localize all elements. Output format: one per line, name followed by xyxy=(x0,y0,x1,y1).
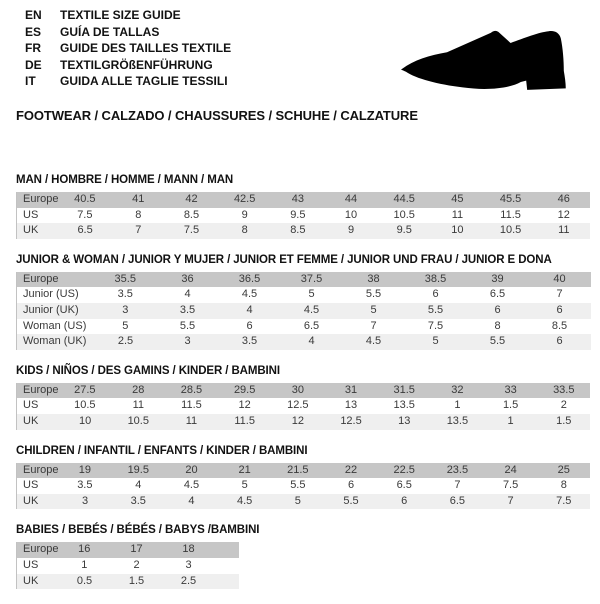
table-row xyxy=(17,223,591,239)
size-cell: 5 xyxy=(122,319,129,332)
size-cell: 40.5 xyxy=(59,192,112,208)
size-cell: 9 xyxy=(241,208,248,221)
language-label: GUIDE DES TAILLES TEXTILE xyxy=(60,41,232,55)
size-cell: 10 xyxy=(344,208,358,221)
language-row-de xyxy=(25,57,231,74)
size-cell: 4 xyxy=(219,303,281,319)
size-cell: 7.5 xyxy=(77,208,93,221)
size-cell: 21.5 xyxy=(271,463,324,479)
size-cell: 10.5 xyxy=(74,399,96,412)
size-cell: 5.5 xyxy=(467,334,529,350)
size-cell: 3 xyxy=(59,494,112,510)
size-cell: 7 xyxy=(370,319,377,332)
section-heading-babies: BABIES / BEBÉS / BÉBÉS / BABYS /BAMBINI xyxy=(16,524,260,537)
size-cell: 6 xyxy=(467,303,529,319)
size-table-kids xyxy=(16,383,590,430)
size-cell: 36.5 xyxy=(219,272,281,288)
row-label: US xyxy=(23,479,39,492)
filler-cell xyxy=(215,542,239,558)
size-cell: 11 xyxy=(537,223,590,239)
row-label: Woman (UK) xyxy=(17,334,95,350)
size-cell: 7.5 xyxy=(165,223,218,239)
language-code: IT xyxy=(25,74,36,88)
size-cell: 13 xyxy=(378,414,431,430)
size-table-children xyxy=(16,463,590,510)
size-cell: 35.5 xyxy=(95,272,157,288)
size-cell: 6 xyxy=(347,479,355,492)
size-cell: 42 xyxy=(165,192,218,208)
size-cell: 36 xyxy=(157,272,219,288)
size-cell: 10.5 xyxy=(484,223,537,239)
size-cell: 28.5 xyxy=(165,383,218,399)
size-cell: 5.5 xyxy=(290,479,306,492)
language-row-es xyxy=(25,24,231,41)
table-row xyxy=(17,398,591,414)
language-row-en xyxy=(25,7,231,24)
size-cell: 5 xyxy=(241,479,248,492)
size-cell: 5.5 xyxy=(365,288,382,301)
language-code: FR xyxy=(25,41,41,55)
table-row xyxy=(17,478,591,494)
section-heading-kids: KIDS / NIÑOS / DES GAMINS / KINDER / BAMBINI xyxy=(16,364,280,377)
language-code: EN xyxy=(25,8,42,22)
size-cell: 31.5 xyxy=(378,383,431,399)
size-cell: 8 xyxy=(494,319,501,332)
size-cell: 10.5 xyxy=(393,208,415,221)
size-cell: 6.5 xyxy=(396,479,412,492)
row-label: Europe xyxy=(17,463,59,479)
size-cell: 6.5 xyxy=(303,319,320,332)
filler-cell xyxy=(215,574,239,590)
size-cell: 5 xyxy=(308,288,315,301)
row-label: US xyxy=(23,208,39,221)
size-cell: 10 xyxy=(59,414,112,430)
language-list xyxy=(25,7,231,90)
size-cell: 4.5 xyxy=(183,479,200,492)
size-cell: 9.5 xyxy=(290,208,306,221)
section-heading-junior-woman: JUNIOR & WOMAN / JUNIOR Y MUJER / JUNIOR ET FEMME / JUNIOR UND FRAU / JUNIOR E DONA xyxy=(16,253,552,266)
size-cell: 3 xyxy=(157,334,219,350)
size-cell: 33 xyxy=(484,383,537,399)
size-cell: 11 xyxy=(165,414,218,430)
row-label: Junior (UK) xyxy=(17,303,95,319)
table-row xyxy=(17,319,591,335)
size-cell: 6 xyxy=(432,288,439,301)
size-cell: 12.5 xyxy=(324,414,377,430)
size-cell: 9 xyxy=(324,223,377,239)
table-row xyxy=(17,287,591,303)
size-cell: 11 xyxy=(132,399,144,412)
size-cell: 11.5 xyxy=(500,208,521,221)
size-tables-container xyxy=(16,174,590,604)
size-cell: 22 xyxy=(324,463,377,479)
table-row xyxy=(17,303,591,319)
size-cell: 20 xyxy=(165,463,218,479)
size-cell: 2 xyxy=(133,558,140,571)
language-label: GUÍA DE TALLAS xyxy=(60,24,160,39)
size-cell: 3.5 xyxy=(117,288,133,301)
size-cell: 7 xyxy=(454,479,461,492)
size-cell: 2 xyxy=(560,399,567,412)
row-label: US xyxy=(23,558,39,571)
row-label: Europe xyxy=(17,192,59,208)
size-cell: 0.5 xyxy=(59,574,111,590)
size-cell: 25 xyxy=(537,463,590,479)
size-cell: 18 xyxy=(163,542,215,558)
size-cell: 8 xyxy=(135,208,142,221)
size-cell: 4 xyxy=(184,288,191,301)
size-cell: 17 xyxy=(111,542,163,558)
table-row xyxy=(17,208,591,224)
row-label: UK xyxy=(17,414,59,430)
size-cell: 31 xyxy=(324,383,377,399)
table-row-europe-header xyxy=(17,383,591,399)
size-cell: 12 xyxy=(238,399,251,412)
section-heading-man: MAN / HOMBRE / HOMME / MANN / MAN xyxy=(16,174,234,186)
size-cell: 1 xyxy=(81,558,88,571)
size-cell: 6 xyxy=(246,319,253,332)
row-label: US xyxy=(23,399,39,412)
size-cell: 29.5 xyxy=(218,383,271,399)
size-cell: 3.5 xyxy=(219,334,281,350)
size-cell: 2.5 xyxy=(95,334,157,350)
size-cell: 44.5 xyxy=(378,192,431,208)
size-cell: 10.5 xyxy=(112,414,165,430)
size-cell: 8.5 xyxy=(271,223,324,239)
table-row xyxy=(17,414,591,430)
size-table-junior-woman xyxy=(16,272,591,350)
size-cell: 22.5 xyxy=(378,463,431,479)
size-cell: 41 xyxy=(112,192,165,208)
language-label: GUIDA ALLE TAGLIE TESSILI xyxy=(60,74,228,88)
size-cell: 4.5 xyxy=(218,494,271,510)
table-row-europe-header xyxy=(17,542,239,558)
size-cell: 21 xyxy=(218,463,271,479)
size-cell: 12 xyxy=(271,414,324,430)
size-cell: 38 xyxy=(343,272,405,288)
size-cell: 7 xyxy=(556,288,563,301)
size-cell: 28 xyxy=(112,383,165,399)
size-section-babies xyxy=(16,524,590,589)
size-cell: 39 xyxy=(467,272,529,288)
size-cell: 13.5 xyxy=(393,399,415,412)
size-cell: 11.5 xyxy=(181,399,202,412)
row-label: Europe xyxy=(17,542,59,558)
language-label: TEXTILE SIZE GUIDE xyxy=(60,8,181,22)
size-cell: 6.5 xyxy=(431,494,484,510)
language-label: TEXTILGRÖßENFÜHRUNG xyxy=(60,57,213,72)
size-cell: 2.5 xyxy=(163,574,215,590)
table-row xyxy=(17,574,239,590)
table-row-europe-header xyxy=(17,272,591,288)
size-cell: 7 xyxy=(484,494,537,510)
size-cell: 1 xyxy=(484,414,537,430)
size-cell: 5 xyxy=(405,334,467,350)
size-table-man xyxy=(16,192,590,239)
size-cell: 3 xyxy=(95,303,157,319)
size-cell: 6 xyxy=(378,494,431,510)
row-label: Europe xyxy=(17,272,95,288)
section-heading-children: CHILDREN / INFANTIL / ENFANTS / KINDER / BAMBINI xyxy=(16,444,308,457)
size-cell: 30 xyxy=(271,383,324,399)
size-cell: 38.5 xyxy=(405,272,467,288)
size-cell: 3.5 xyxy=(157,303,219,319)
size-cell: 13.5 xyxy=(431,414,484,430)
size-cell: 5 xyxy=(271,494,324,510)
table-row xyxy=(17,334,591,350)
size-cell: 44 xyxy=(324,192,377,208)
size-cell: 7.5 xyxy=(427,319,444,332)
category-heading: FOOTWEAR / CALZADO / CHAUSSURES / SCHUHE / CALZATURE xyxy=(16,108,418,123)
row-label: Europe xyxy=(17,383,59,399)
size-cell: 32 xyxy=(431,383,484,399)
size-cell: 24 xyxy=(484,463,537,479)
table-row xyxy=(17,494,591,510)
size-cell: 9.5 xyxy=(378,223,431,239)
size-cell: 12 xyxy=(557,208,570,221)
size-table-babies xyxy=(16,542,239,589)
size-section-kids xyxy=(16,365,590,430)
language-row-fr xyxy=(25,40,231,57)
size-cell: 45.5 xyxy=(484,192,537,208)
size-cell: 11.5 xyxy=(218,414,271,430)
size-cell: 40 xyxy=(529,272,591,288)
size-cell: 12.5 xyxy=(287,399,309,412)
table-row-europe-header xyxy=(17,463,591,479)
size-section-children xyxy=(16,445,590,510)
size-cell: 45 xyxy=(431,192,484,208)
size-cell: 5.5 xyxy=(405,303,467,319)
language-row-it xyxy=(25,73,231,90)
size-cell: 4 xyxy=(135,479,142,492)
size-cell: 27.5 xyxy=(59,383,112,399)
size-cell: 7 xyxy=(112,223,165,239)
row-label: UK xyxy=(17,494,59,510)
size-cell: 43 xyxy=(271,192,324,208)
size-cell: 19.5 xyxy=(112,463,165,479)
size-cell: 5 xyxy=(343,303,405,319)
size-cell: 1 xyxy=(454,399,461,412)
dress-shoe-icon xyxy=(392,20,590,106)
size-cell: 7.5 xyxy=(537,494,590,510)
language-code: DE xyxy=(25,57,42,72)
size-cell: 8 xyxy=(218,223,271,239)
size-cell: 10 xyxy=(431,223,484,239)
size-cell: 4.5 xyxy=(343,334,405,350)
size-cell: 4.5 xyxy=(281,303,343,319)
row-label: UK xyxy=(17,223,59,239)
table-row xyxy=(17,558,239,574)
row-label: Woman (US) xyxy=(23,319,87,332)
size-cell: 4 xyxy=(281,334,343,350)
size-cell: 6.5 xyxy=(59,223,112,239)
size-cell: 6 xyxy=(529,334,591,350)
size-cell: 1.5 xyxy=(502,399,519,412)
size-cell: 5.5 xyxy=(324,494,377,510)
size-cell: 4.5 xyxy=(241,288,258,301)
size-cell: 1.5 xyxy=(111,574,163,590)
size-section-junior-woman xyxy=(16,254,590,350)
size-cell: 3 xyxy=(185,558,192,571)
size-cell: 11 xyxy=(451,208,464,221)
size-cell: 33.5 xyxy=(537,383,590,399)
row-label: Junior (US) xyxy=(23,288,79,301)
size-cell: 8.5 xyxy=(183,208,200,221)
table-row-europe-header xyxy=(17,192,591,208)
size-cell: 3.5 xyxy=(112,494,165,510)
size-cell: 42.5 xyxy=(218,192,271,208)
size-cell: 3.5 xyxy=(77,479,93,492)
size-cell: 6.5 xyxy=(489,288,506,301)
size-cell: 13 xyxy=(344,399,358,412)
size-cell: 16 xyxy=(59,542,111,558)
filler-cell xyxy=(215,558,239,574)
language-code: ES xyxy=(25,24,42,39)
size-cell: 19 xyxy=(59,463,112,479)
size-cell: 7.5 xyxy=(502,479,519,492)
size-cell: 8 xyxy=(560,479,567,492)
row-label: UK xyxy=(17,574,59,590)
size-cell: 37.5 xyxy=(281,272,343,288)
size-cell: 6 xyxy=(529,303,591,319)
size-cell: 1.5 xyxy=(537,414,590,430)
size-cell: 23.5 xyxy=(431,463,484,479)
size-cell: 46 xyxy=(537,192,590,208)
size-cell: 5.5 xyxy=(179,319,196,332)
size-section-man xyxy=(16,174,590,239)
dress-shoe-silhouette xyxy=(392,20,590,106)
size-cell: 8.5 xyxy=(551,319,568,332)
size-cell: 4 xyxy=(165,494,218,510)
